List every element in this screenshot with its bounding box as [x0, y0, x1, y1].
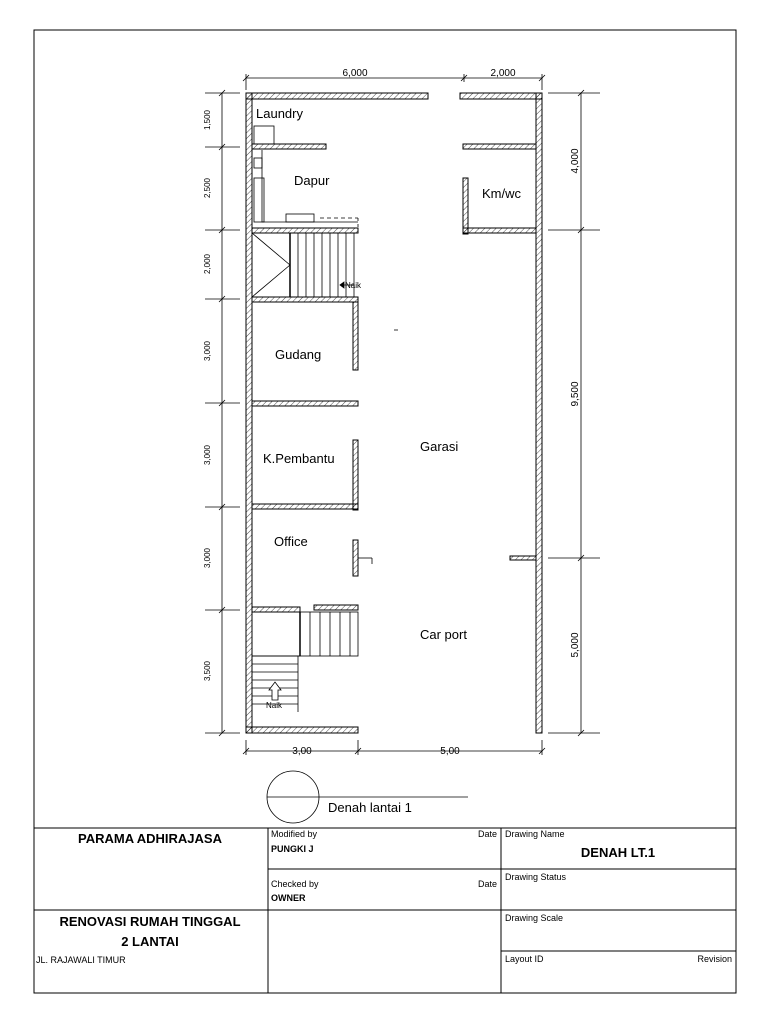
room-gudang: Gudang	[275, 347, 322, 362]
dim-left-3: 2,000	[203, 253, 212, 275]
dim-right-3: 5,000	[570, 632, 581, 658]
dim-right-2: 9,500	[570, 381, 581, 407]
dim-left-1: 1,500	[203, 109, 212, 131]
drawing-name-label: Drawing Name	[505, 829, 565, 839]
modified-by-label: Modified by	[271, 829, 318, 839]
dim-bottom-2: 5,00	[440, 746, 460, 757]
dim-right-1: 4,000	[570, 148, 581, 174]
drawing-scale-label: Drawing Scale	[505, 913, 564, 923]
room-garasi: Garasi	[420, 439, 459, 454]
company-name: PARAMA ADHIRAJASA	[78, 831, 222, 846]
room-pembantu: K.Pembantu	[263, 451, 335, 466]
door-marks	[358, 330, 398, 564]
room-dapur: Dapur	[294, 173, 330, 188]
room-carport: Car port	[420, 627, 467, 642]
project-title-line1: RENOVASI RUMAH TINGGAL	[59, 914, 241, 929]
plan-title: Denah lantai 1	[328, 800, 412, 815]
room-office: Office	[274, 534, 308, 549]
checked-by-value: OWNER	[271, 893, 306, 903]
stair-upper[interactable]	[252, 233, 354, 297]
dim-left-2: 2,500	[203, 177, 212, 199]
room-laundry: Laundry	[256, 106, 303, 121]
project-title-line2: 2 LANTAI	[121, 934, 179, 949]
dim-left-5: 3,000	[203, 444, 212, 466]
dim-left-4: 3,000	[203, 340, 212, 362]
dim-top-1: 6,000	[342, 68, 368, 79]
plan-title-mark	[267, 771, 468, 823]
stair-naik-label-lower: Naik	[266, 701, 283, 710]
revision-label: Revision	[697, 954, 732, 964]
checked-by-label: Checked by	[271, 879, 319, 889]
drawing-status-label: Drawing Status	[505, 872, 567, 882]
dimension-texts	[203, 68, 581, 757]
floor-plan	[246, 93, 542, 733]
dim-bottom-1: 3,00	[292, 746, 312, 757]
project-address: JL. RAJAWALI TIMUR	[36, 955, 126, 965]
dim-left-7: 3,500	[203, 660, 212, 682]
date-label-2: Date	[477, 879, 497, 889]
date-label-1: Date	[477, 829, 497, 839]
dim-left-6: 3,000	[203, 547, 212, 569]
title-block-texts	[36, 829, 732, 965]
room-kmwc: Km/wc	[482, 186, 521, 201]
layout-id-label: Layout ID	[505, 954, 544, 964]
modified-by-value: PUNGKI J	[271, 844, 314, 854]
arrow-up-icon	[269, 682, 281, 700]
arrow-left-icon	[340, 282, 344, 288]
dim-top-2: 2,000	[490, 68, 516, 79]
stair-lower[interactable]	[252, 612, 358, 712]
drawing-name-value: DENAH LT.1	[580, 845, 656, 860]
stair-naik-label-upper: Naik	[345, 281, 362, 290]
